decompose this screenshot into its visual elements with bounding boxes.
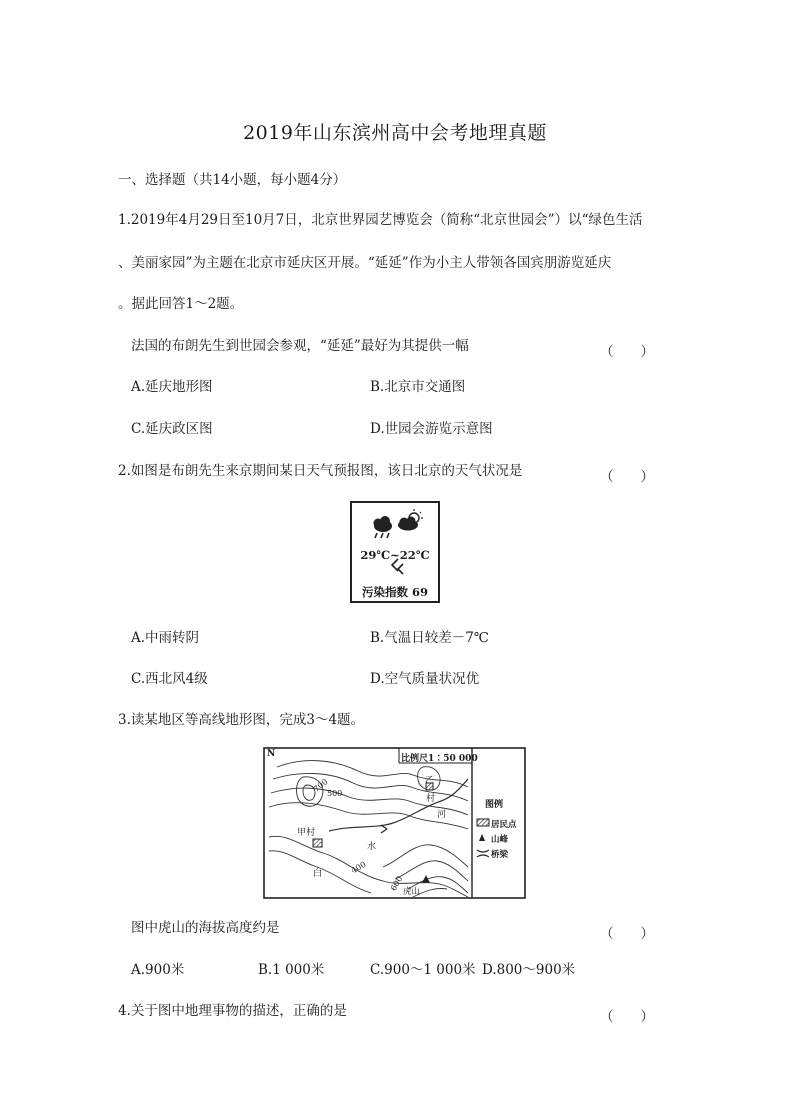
river-label-3: 白: [313, 869, 323, 879]
contour-label-400: 400: [349, 859, 368, 876]
village-b-label-1: 乙: [425, 776, 435, 786]
q2-option-c: C.西北风4级: [131, 671, 208, 687]
q1-stem-line2: 、美丽家园”为主题在北京市延庆区开展。“延延”作为小主人带领各国宾朋游览延庆: [118, 255, 612, 271]
legend-item-bridge: 桥梁: [491, 850, 509, 860]
q2-option-b: B.气温日较差－7℃: [370, 630, 489, 646]
q3-stem: 3.读某地区等高线地形图，完成3～4题。: [118, 712, 365, 728]
q1-option-c: C.延庆政区图: [131, 421, 213, 437]
q1-subquestion: 法国的布朗先生到世园会参观，“延延”最好为其提供一幅: [131, 338, 469, 354]
q4-answer-blank: （ ）: [600, 1009, 654, 1025]
village-a-symbol: [313, 839, 322, 847]
q2-answer-blank: （ ）: [600, 469, 654, 485]
q1-option-d: D.世园会游览示意图: [370, 421, 493, 437]
village-b-label-2: 村: [426, 794, 436, 804]
tiger-mountain-label: 虎山: [403, 887, 421, 897]
legend-item-settlement: 居民点: [491, 820, 517, 830]
q1-option-b: B.北京市交通图: [370, 379, 466, 395]
q1-option-a: A.延庆地形图: [131, 379, 213, 395]
weather-forecast-figure: [350, 501, 440, 603]
q3-option-c: C.900～1 000米: [370, 962, 476, 978]
weather-temperature: 29℃~22℃: [360, 548, 430, 562]
river-label-2: 水: [367, 842, 377, 852]
legend-item-peak: 山峰: [491, 835, 509, 845]
q3-option-a: A.900米: [131, 962, 185, 978]
legend-title: 图例: [485, 800, 504, 810]
cloudy-sun-icon: [398, 509, 423, 531]
contour-map-figure: [263, 747, 526, 899]
contour-label-500: 500: [327, 789, 343, 798]
q2-option-a: A.中雨转阴: [131, 630, 200, 646]
q3-answer-blank: （ ）: [600, 926, 654, 942]
q1-stem-line3: 。据此回答1～2题。: [118, 296, 244, 312]
contour-label-600: 600: [388, 874, 405, 893]
q1-stem-line1: 1.2019年4月29日至10月7日，北京世界园艺博览会（简称“北京世园会”）以“绿色生活: [118, 212, 643, 228]
rain-cloud-icon: [374, 516, 393, 538]
q4-stem: 4.关于图中地理事物的描述，正确的是: [118, 1003, 347, 1019]
q3-option-b: B.1 000米: [258, 962, 325, 978]
q1-answer-blank: （ ）: [600, 344, 654, 360]
river-label-1: 河: [437, 810, 447, 820]
page-title: 2019年山东滨州高中会考地理真题: [243, 122, 547, 144]
section-heading: 一、选择题（共14小题，每小题4分）: [118, 172, 347, 188]
contour-label-700: 700: [311, 777, 330, 794]
q3-subquestion: 图中虎山的海拔高度约是: [131, 920, 280, 936]
q3-option-d: D.800～900米: [482, 962, 576, 978]
village-a-label: 甲村: [297, 828, 316, 838]
weather-pollution-index: 污染指数 69: [361, 585, 428, 599]
q2-option-d: D.空气质量状况优: [370, 671, 480, 687]
north-arrow-label: N: [267, 749, 276, 759]
q2-stem: 2.如图是布朗先生来京期间某日天气预报图，该日北京的天气状况是: [118, 463, 523, 479]
map-scale: 比例尺1∶50 000: [401, 754, 478, 764]
